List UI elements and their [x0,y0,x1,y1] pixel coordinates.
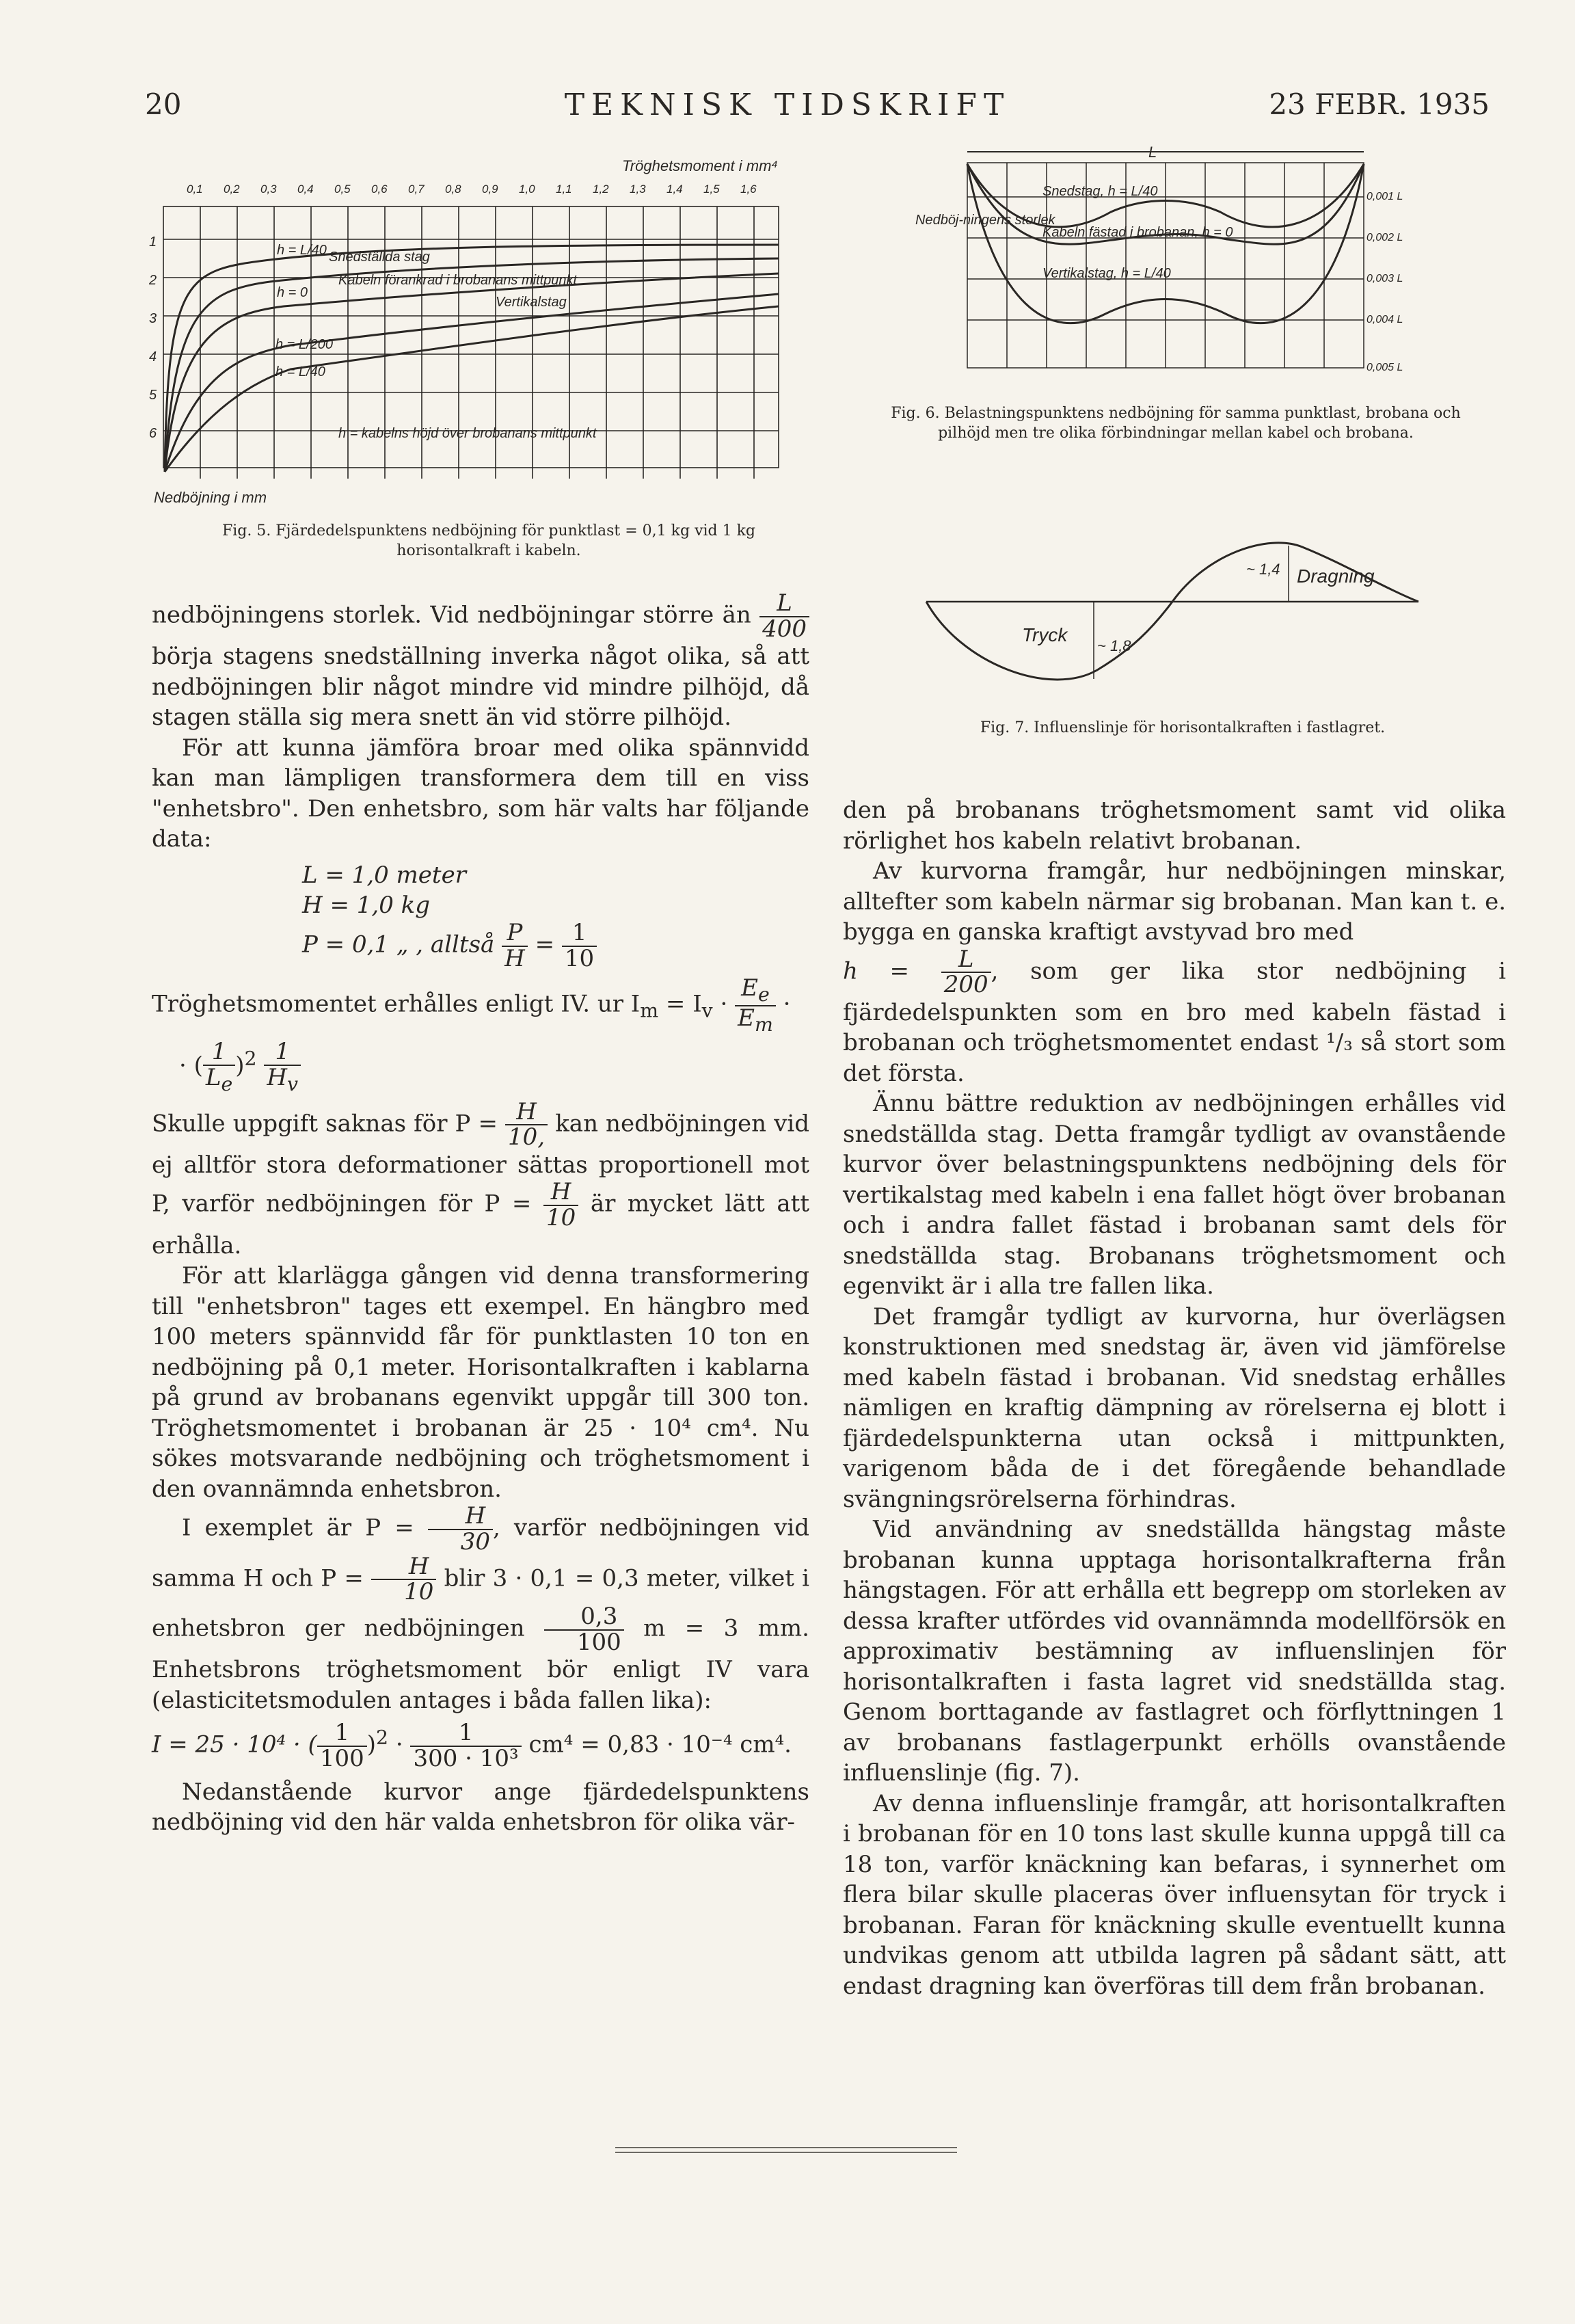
left-p4: Skulle uppgift saknas för P = $\frac{H}{10,}$ kan nedböjningen vid ej alltför stora deformationer sättas proportionell mot P, varför nedböjningen för P = $\frac{H}{10}$ är mycket lätt att erhålla. [152,1097,809,1259]
left-p3: Tröghetsmomentet erhålles enligt IV. ur $I_m = I_v$ · $\frac{E_e}{E_m}$ · [152,974,791,1036]
fig5-y-tick: 6 [149,426,157,441]
fig5-x-tick: 0,2 [224,183,240,196]
end-rule-top [615,2147,957,2148]
fig6-rtick: 0,004 L [1367,314,1403,325]
left-p5: För att klarlägga gången vid denna transformering till "enhetsbron" tages ett exempel. En hängbro med 100 meters spännvidd får för punktlasten 10 ton en nedböjning på 0,1 meter. Horisontalkraften i kablarna på grund av brobanans egenvikt uppgår till 300 ton. Tröghetsmomentet i brobanan är 25 · 10⁴ cm⁴. Nu sökes motsvarande nedböjning och tröghetsmoment i den ovannämnda enhetsbron. [152,1262,809,1503]
journal-title: TEKNISK TIDSKRIFT [564,88,1011,122]
fig7-v18: ~ 1,8 [1097,637,1131,654]
eq-L: L = 1,0 meter [302,861,466,889]
fig5-x-tick: 1,3 [630,183,646,196]
right-p2: Av kurvorna framgår, hur nedböjningen minskar, alltefter som kabeln närmar sig brobanan. Man kan t. e. bygga en ganska kraftigt avstyvad bro med [843,857,1506,946]
fig5-label-kabeln: Kabeln förankrad i brobanans mittpunkt [338,273,578,288]
fig5-x-tick: 0,8 [445,183,461,196]
fig5-y-tick: 2 [149,273,157,288]
issue-date: 23 FEBR. 1935 [1269,88,1490,121]
fig6-rtick: 0,002 L [1367,232,1403,243]
right-p2b: h = $\frac{L}{200}$ , som ger lika stor nedböjning i fjärdedelspunkten som en bro med kabeln fästad i brobanan och tröghetsmomentet endast ¹/₃ så stort som det första. [843,945,1506,1087]
eq-block [152,860,809,971]
fig6-side-label: Nedböj-ningens storlek [915,213,1055,228]
fig5-x-ticks [187,183,757,196]
fig5-x-tick: 1,0 [519,183,535,196]
fig5-title: Tröghetsmoment i mm⁴ [622,157,778,174]
fig6-caption: Fig. 6. Belastningspunktens nedböjning för samma punktlast, brobana och pilhöjd men tre olika förbindningar mellan kabel och brobana. [891,405,1461,442]
fig6-label-snedstag: Snedstag, h = L/40 [1042,184,1158,199]
fig6-rtick: 0,001 L [1367,191,1403,202]
fig7-dragning: Dragning [1297,565,1375,587]
right-p3: Ännu bättre reduktion av nedböjningen erhålles vid snedställda stag. Detta framgår tydligt av ovanstående kurvor över belastningspunktens nedböjning dels för vertikalstag med kabeln i ena fallet högt över brobanan och i andra fallet fästad i brobanan samt dels för snedställda stag. Brobanans tröghetsmoment och egenvikt är i alla tre fallen lika. [843,1090,1506,1300]
left-p7: Nedanstående kurvor ange fjärdedelspunktens nedböjning vid den här valda enhetsbron för olika vär- [152,1778,809,1837]
fig5-x-tick: 1,2 [593,183,609,196]
fig7-graph [919,533,1425,704]
fig5-graph [147,150,817,513]
fig5-x-tick: 0,5 [334,183,351,196]
fig5-label-h: h = kabelns höjd över brobanans mittpunkt [338,426,597,441]
fig6-rtick: 0,003 L [1367,273,1403,284]
fig6-rtick: 0,005 L [1367,362,1403,373]
fig5-label-vertikal: Vertikalstag [496,295,567,310]
left-p6: I exemplet är P = $\frac{H}{30}$ , varför nedböjningen vid samma H och P = $\frac{H}{10}$ blir 3 · 0,1 = 0,3 meter, vilket i enhetsbron ger nedböjningen $\frac{0,3}{100}$ m = 3 mm. Enhetsbrons tröghetsmoment bör enligt IV vara (elasticitetsmodulen antages i båda fallen lika): [152,1502,810,1714]
eq-P: P = 0,1 „ , alltså $\frac{P}{H}$ = $\frac{1}{10}$ [302,921,809,971]
fig6-span: L [1148,144,1157,161]
eq-result: I = 25 · 10⁴ · ( $\frac{1}{100}$ )$^2$ · $\frac{1}{\text{300 · 10³}}$ cm⁴ = 0,83 · 10⁻⁴ cm⁴. [152,1719,792,1773]
fig5-label-hl40: h = L/40 [277,243,327,258]
left-p1: nedböjningens storlek. Vid nedböjningar större än $\frac{L}{400}$ börja stagens snedställning inverka något olika, så att nedböjningen blir något mindre vid mindre pilhöjd, då stagen ställa sig mera snett än vid större pilhöjd. [152,589,809,732]
left-p2: För att kunna jämföra broar med olika spännvidd kan man lämpligen transformera dem till en viss "enhetsbro". Den enhetsbro, som här valts har följande data: [152,734,809,853]
fig5-x-tick: 0,3 [260,183,277,196]
fig5-x-tick: 0,9 [482,183,498,196]
fig5-label-snedstallda: Snedställda stag [329,250,430,265]
eq-H: H = 1,0 kg [302,892,430,920]
right-p6: Av denna influenslinje framgår, att horisontalkraften i brobanan för en 10 tons last skulle kunna uppgå till ca 18 ton, varför knäckning kan befaras, i synnerhet om flera bilar skulle placeras över influensytan för tryck i brobanan. Faran för knäckning skulle eventuellt kunna undvikas genom att utbilda lagren på sådant sätt, att endast dragning kan överföras till dem från brobanan. [843,1789,1506,2000]
eq-inertia: · ( $\frac{1}{L_e}$ )$^2$ $\frac{1}{H_v}$ [152,1040,809,1094]
fig5-x-tick: 0,7 [408,183,425,196]
right-p5: Vid användning av snedställda hängstag måste brobanan kunna upptaga horisontalkrafterna från hängstagen. För att erhålla ett begrepp om storleken av dessa krafter utfördes vid ovannämnda modellförsök en approximativ bestämning av influenslinjen för horisontalkraften i fasta lagret vid snedställda stag. Genom borttagande av fastlagret och förflyttningen 1 av brobanans fastlagerpunkt erhölls ovanstående influenslinje (fig. 7). [843,1516,1506,1787]
fig5-y-tick: 1 [149,235,157,250]
fig5-label-h0: h = 0 [277,285,308,300]
fig5-y-ticks [148,235,157,441]
fig5-x-tick: 1,5 [703,183,720,196]
fig5-ylabel: Nedböjning i mm [154,489,267,506]
fig5-y-tick: 5 [149,388,157,403]
fig6-label-kabeln: Kabeln fästad i brobanan, h = 0 [1042,225,1233,240]
fig7-caption: Fig. 7. Influenslinje för horisontalkraften i fastlagret. [980,719,1386,736]
fig6-label-vertikal: Vertikalstag, h = L/40 [1042,266,1171,281]
fig5-label-hl200: h = L/200 [275,337,333,352]
right-column [843,795,1506,2001]
fig5-x-tick: 1,1 [556,183,572,196]
page-number: 20 [145,88,182,121]
fig5-x-tick: 0,1 [187,183,203,196]
right-p4: Det framgår tydligt av kurvorna, hur överlägsen konstruktionen med snedstag är, även vid jämförelse med kabeln fästad i brobanan. Vid snedstag erhålles nämligen en kraftig dämpning av rörelserna ej blott i fjärdedelspunkterna utan också i mittpunkten, varigenom båda de i det föregående behandlade svängningsrörelserna förhindras. [843,1303,1506,1513]
fig5-x-tick: 1,4 [667,183,683,196]
fig5-caption: Fig. 5. Fjärdedelspunktens nedböjning för punktlast = 0,1 kg vid 1 kg horisontalkraft i kabeln. [221,522,756,559]
fig5-y-tick: 3 [149,311,157,326]
fig5-x-tick: 0,6 [371,183,388,196]
left-column [152,591,809,1838]
fig5-y-tick: 4 [149,349,157,364]
fig7-tryck: Tryck [1022,624,1068,645]
end-rule-bottom [615,2152,957,2153]
fig5-label-hl40b: h = L/40 [275,364,325,379]
right-p1: den på brobanans tröghetsmoment samt vid olika rörlighet hos kabeln relativt brobanan. [843,797,1506,855]
fig5-x-tick: 0,4 [297,183,314,196]
fig5-x-tick: 1,6 [740,183,757,196]
fig6-graph [913,144,1432,410]
fig7-v14: ~ 1,4 [1246,561,1280,578]
